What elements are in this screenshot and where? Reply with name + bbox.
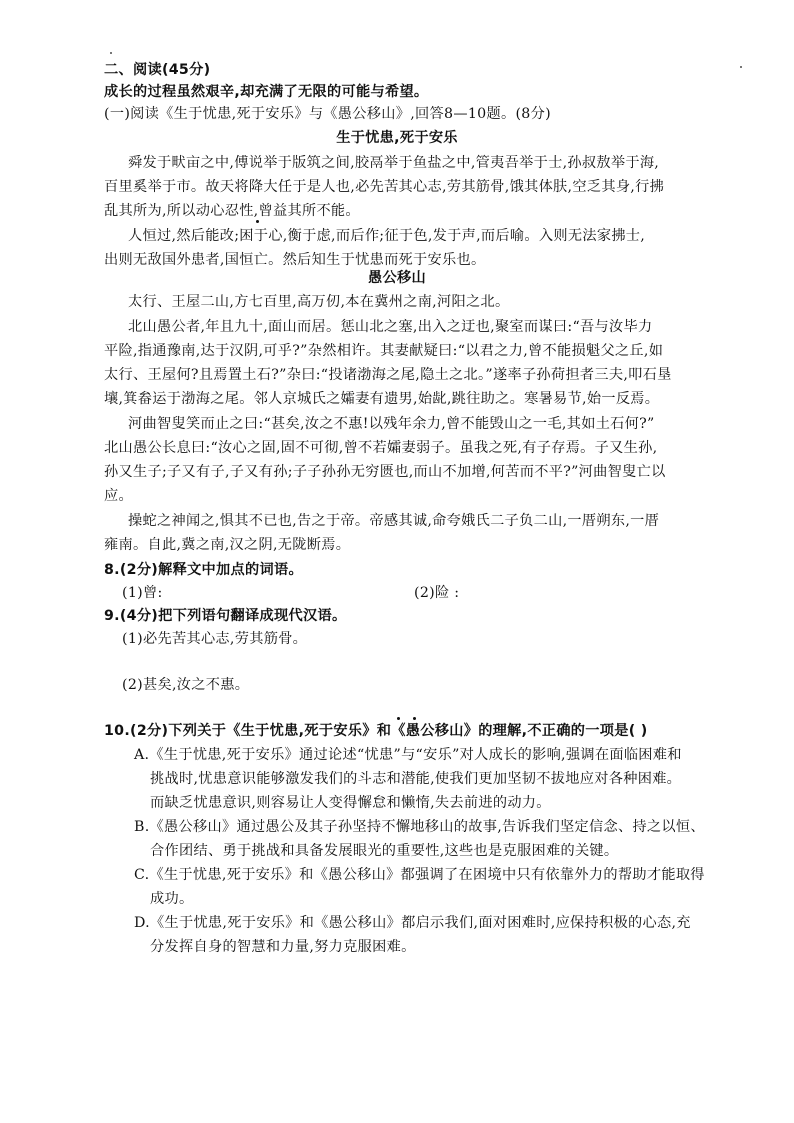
question-8-item-1: (1)曾: xyxy=(122,585,163,601)
section-intro: 成长的过程虽然艰辛,却充满了无限的可能与希望。 xyxy=(104,84,429,100)
option-c: C.《生于忧患,死于安乐》和《愚公移山》都强调了在困境中只有依靠外力的帮助才能取得 xyxy=(134,867,705,883)
option-d: 分发挥自身的智慧和力量,努力克服困难。 xyxy=(150,939,416,955)
passage1-line: 出则无敌国外患者,国恒亡。然后知生于忧患而死于安乐也。 xyxy=(104,252,486,268)
passage1-line: 舜发于畎亩之中,傅说举于版筑之间,胶鬲举于鱼盐之中,管夷吾举于士,孙叔敖举于海, xyxy=(128,155,660,171)
option-d: D.《生于忧患,死于安乐》和《愚公移山》都启示我们,面对困难时,应保持积极的心态,充 xyxy=(134,915,691,931)
question-10: 10.(2分)下列关于《生于忧患,死于安乐》和《愚公移山》的理解,不正确的一项是( ) xyxy=(104,723,648,739)
option-a: 挑战时,忧患意识能够激发我们的斗志和潜能,使我们更加坚韧不拔地应对各种困难。 xyxy=(150,771,682,787)
question-9-item-2: (2)甚矣,汝之不惠。 xyxy=(122,677,250,693)
emphasis-dot xyxy=(413,717,416,720)
passage1-line: 百里奚举于市。故天将降大任于是人也,必先苦其心志,劳其筋骨,饿其体肤,空乏其身,行拂 xyxy=(104,179,665,195)
passage1-title xyxy=(0,128,794,148)
passage2-title-text: 愚公移山 xyxy=(368,270,426,286)
option-b: B.《愚公移山》通过愚公及其子孙坚持不懈地移山的故事,告诉我们坚定信念、持之以恒、 xyxy=(134,819,705,835)
scan-speck xyxy=(740,66,742,68)
passage1-line: 人恒过,然后能改;困于心,衡于虑,而后作;征于色,发于声,而后喻。入则无法家拂士, xyxy=(128,228,646,244)
passage1-line: 乱其所为,所以动心忍性,曾益其所不能。 xyxy=(104,203,360,219)
question-9-item-1: (1)必先苦其心志,劳其筋骨。 xyxy=(122,631,308,647)
passage2-line: 太行、王屋何?且焉置土石?”杂曰:“投诸渤海之尾,隐土之北。”遂率子孙荷担者三夫,叩石垦 xyxy=(104,367,672,383)
emphasis-dot xyxy=(397,717,400,720)
option-a: A.《生于忧患,死于安乐》通过论述“忧患”与“安乐”对人成长的影响,强调在面临困难和 xyxy=(134,747,682,763)
group-title: (一)阅读《生于忧患,死于安乐》与《愚公移山》,回答8—10题。(8分) xyxy=(104,106,551,122)
passage2-line: 应。 xyxy=(104,488,133,504)
passage2-line: 河曲智叟笑而止之曰:“甚矣,汝之不惠!以残年余力,曾不能毁山之一毛,其如土石何?” xyxy=(128,416,655,432)
passage2-line: 北山愚公长息曰:“汝心之固,固不可彻,曾不若孀妻弱子。虽我之死,有子存焉。子又生孙, xyxy=(104,440,658,456)
passage2-line: 北山愚公者,年且九十,面山而居。惩山北之塞,出入之迂也,聚室而谋曰:“吾与汝毕力 xyxy=(128,319,653,335)
passage2-line: 壤,箕畚运于渤海之尾。邻人京城氏之孀妻有遗男,始龀,跳往助之。寒暑易节,始一反焉。 xyxy=(104,391,660,407)
passage2-line: 太行、王屋二山,方七百里,高万仞,本在冀州之南,河阳之北。 xyxy=(128,294,510,310)
passage2-line: 操蛇之神闻之,惧其不已也,告之于帝。帝感其诚,命夸娥氏二子负二山,一厝朔东,一厝 xyxy=(128,513,660,529)
option-a: 而缺乏忧患意识,则容易让人变得懈怠和懒惰,失去前进的动力。 xyxy=(150,795,551,811)
passage2-line: 雍南。自此,冀之南,汉之阴,无陇断焉。 xyxy=(104,537,351,553)
scan-speck xyxy=(110,52,112,54)
emphasis-dot xyxy=(256,220,259,223)
passage2-line: 孙又生子;子又有子,子又有孙;子子孙孙无穷匮也,而山不加增,何苦而不平?”河曲智叟亡以 xyxy=(104,464,666,480)
passage1-title-text: 生于忧患,死于安乐 xyxy=(336,130,458,146)
option-b: 合作团结、勇于挑战和具备发展眼光的重要性,这些也是克服困难的关键。 xyxy=(150,843,619,859)
passage2-line: 平险,指通豫南,达于汉阴,可乎?”杂然相许。其妻献疑曰:“以君之力,曾不能损魁父之丘,如 xyxy=(104,343,664,359)
question-8: 8.(2分)解释文中加点的词语。 xyxy=(104,562,303,578)
question-8-item-2: (2)险 : xyxy=(414,585,460,601)
section-heading: 二、阅读(45分) xyxy=(104,62,211,78)
question-9: 9.(4分)把下列语句翻译成现代汉语。 xyxy=(104,608,347,624)
option-c: 成功。 xyxy=(150,891,194,907)
passage2-title xyxy=(0,268,794,288)
